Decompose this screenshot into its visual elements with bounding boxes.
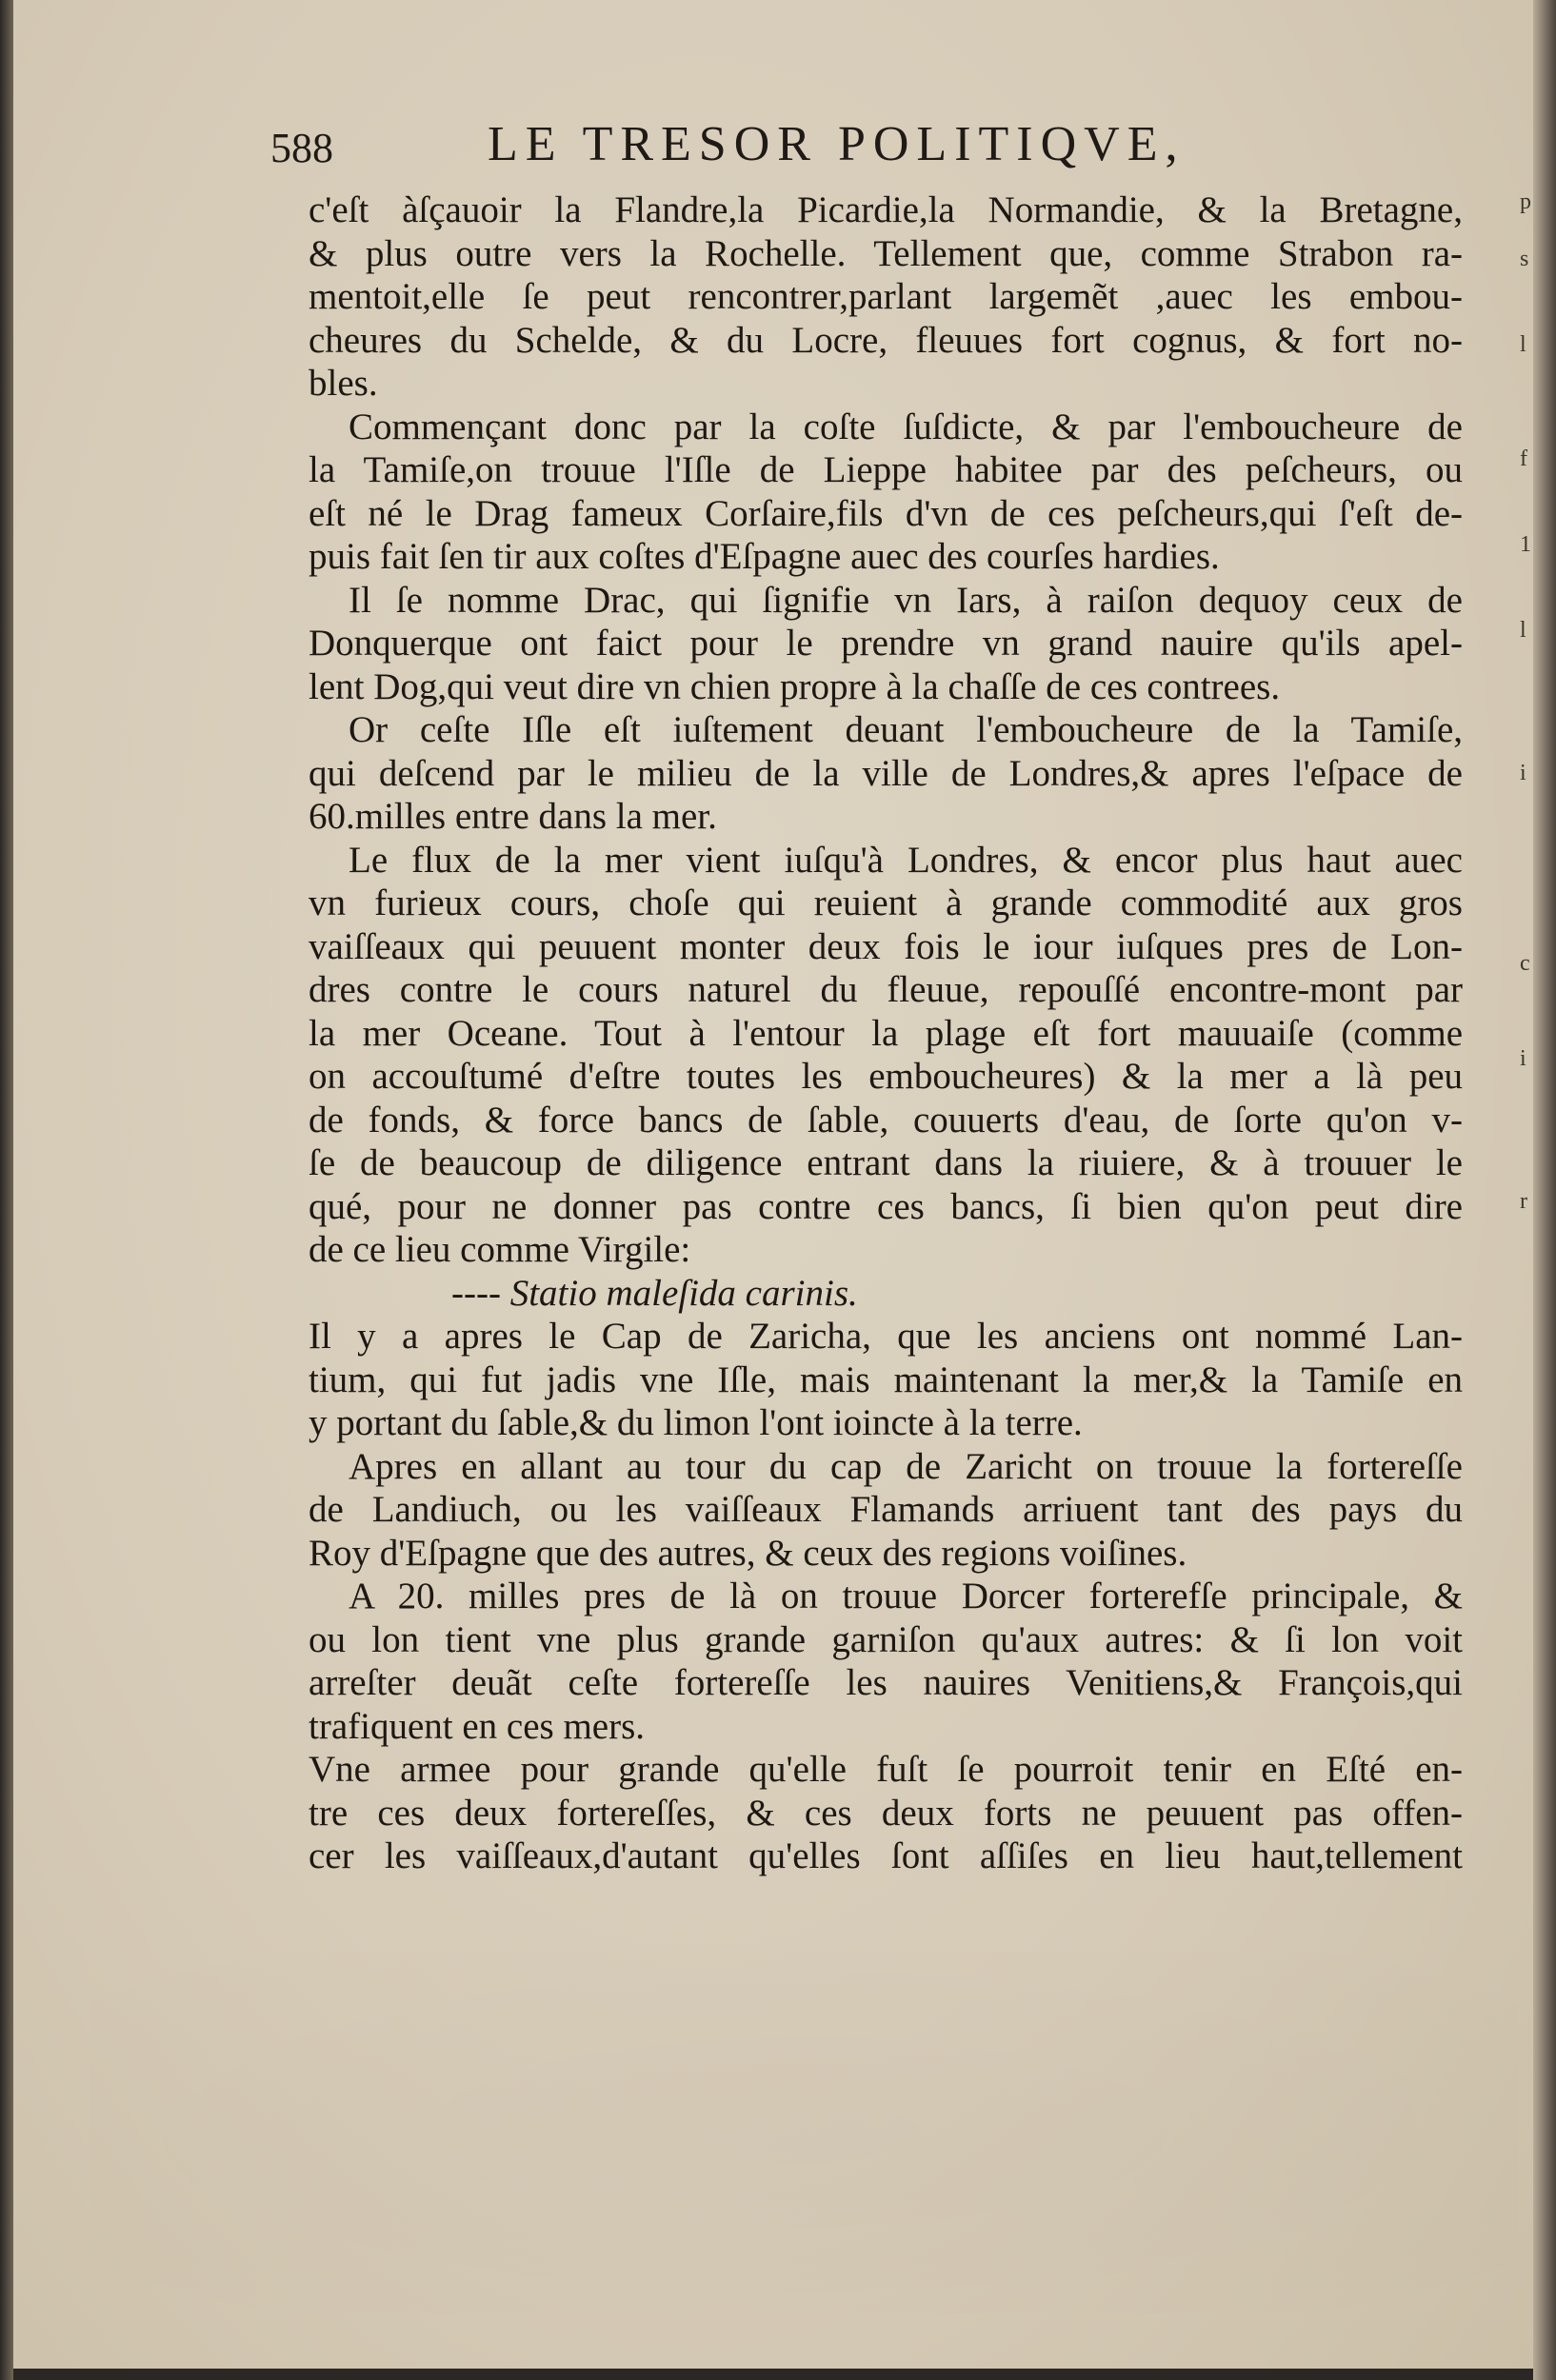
margin-mark: l	[1520, 618, 1526, 643]
text-line: de ce lieu comme Virgile:	[309, 1229, 691, 1270]
margin-mark: i	[1520, 1046, 1526, 1071]
text-line: puis fait ſen tir aux coſtes d'Eſpagne auec des courſes hardies.	[309, 536, 1220, 577]
text-line: ou lon tient vne plus grande garniſon qu'aux autres: & ſi lon voit	[309, 1618, 1463, 1660]
margin-mark: 1	[1520, 532, 1531, 557]
text-line: arreſter deuãt ceſte fortereſſe les nauires Venitiens,& François,qui	[309, 1662, 1463, 1703]
text-line: Vne armee pour grande qu'elle fuſt ſe pourroit tenir en Eſté en-	[309, 1749, 1463, 1790]
text-line: dres contre le cours naturel du fleuue, repouſſé encontre-mont par	[309, 969, 1463, 1010]
margin-mark: c	[1520, 951, 1530, 976]
text-line: lent Dog,qui veut dire vn chien propre à la chaſſe de ces contrees.	[309, 665, 1281, 707]
text-line: qui deſcend par le milieu de la ville de Londres,& apres l'eſpace de	[309, 752, 1463, 794]
text-line: eſt né le Drag fameux Corſaire,fils d'vn de ces peſcheurs,qui ſ'eſt de-	[309, 492, 1463, 534]
text-line: vn furieux cours, choſe qui reuient à grande commodité aux gros	[309, 883, 1463, 923]
text-line: la Tamiſe,on trouue l'Iſle de Lieppe habitee par des peſcheurs, ou	[309, 449, 1463, 490]
text-line: qué, pour ne donner pas contre ces bancs, ſi bien qu'on peut dire	[309, 1185, 1463, 1227]
margin-mark: l	[1520, 332, 1526, 357]
text-line: Il y a apres le Cap de Zaricha, que les anciens ont nommé Lan-	[309, 1316, 1463, 1357]
text-line: de Landiuch, ou les vaiſſeaux Flamands arriuent tant des pays du	[309, 1489, 1463, 1530]
text-line: de fonds, & force bancs de ſable, couuerts d'eau, de ſorte qu'on v-	[309, 1099, 1463, 1140]
text-line: ---- Statio maleſida carinis.	[451, 1272, 858, 1314]
text-line: 60.milles entre dans la mer.	[309, 796, 717, 837]
text-line: Commençant donc par la coſte ſuſdicte, & par l'emboucheure de	[349, 406, 1463, 447]
page-number: 588	[270, 125, 333, 171]
text-line: c'eſt àſçauoir la Flandre,la Picardie,la Normandie, & la Bretagne,	[309, 189, 1463, 230]
text-line: Le flux de la mer vient iuſqu'à Londres, & encor plus haut auec	[349, 839, 1463, 881]
margin-mark: s	[1520, 247, 1529, 271]
margin-mark: f	[1520, 446, 1527, 471]
body-text	[309, 188, 1463, 1878]
text-line: Apres en allant au tour du cap de Zaricht on trouue la fortereſſe	[349, 1445, 1463, 1487]
book-page	[13, 0, 1536, 2369]
text-line: Donquerque ont faict pour le prendre vn grand nauire qu'ils apel-	[309, 623, 1463, 664]
text-line: ſe de beaucoup de diligence entrant dans la riuiere, & à trouuer le	[309, 1142, 1463, 1183]
text-line: bles.	[309, 363, 378, 404]
left-binding-shadow	[0, 0, 13, 2380]
text-line: A 20. milles pres de là on trouue Dorcer forterefſe principale, &	[349, 1576, 1463, 1616]
text-line: cer les vaiſſeaux,d'autant qu'elles ſont aſſiſes en lieu haut,tellement	[309, 1835, 1463, 1876]
text-line: trafiquent en ces mers.	[309, 1705, 646, 1747]
margin-mark: r	[1520, 1189, 1527, 1214]
margin-mark: p	[1520, 189, 1531, 214]
text-line: tre ces deux fortereſſes, & ces deux forts ne peuuent pas offen-	[309, 1792, 1463, 1834]
margin-mark: i	[1520, 761, 1526, 785]
text-line: mentoit,elle ſe peut rencontrer,parlant largemẽt ,auec les embou-	[309, 276, 1463, 317]
right-page-edge	[1533, 0, 1556, 2380]
page-header	[270, 116, 1327, 183]
text-line: Il ſe nomme Drac, qui ſignifie vn Iars, à raiſon dequoy ceux de	[349, 579, 1463, 621]
text-line: vaiſſeaux qui peuuent monter deux fois le iour iuſques pres de Lon-	[309, 925, 1463, 967]
text-line: & plus outre vers la Rochelle. Tellement que, comme Strabon ra-	[309, 232, 1463, 274]
text-line: la mer Oceane. Tout à l'entour la plage eſt fort mauuaiſe (comme	[309, 1012, 1463, 1054]
text-line: cheures du Schelde, & du Locre, fleuues fort cognus, & fort no-	[309, 319, 1463, 361]
text-line: on accouſtumé d'eſtre toutes les emboucheures) & la mer a là peu	[309, 1056, 1463, 1097]
text-line: tium, qui fut jadis vne Iſle, mais maintenant la mer,& la Tamiſe en	[309, 1359, 1463, 1400]
text-line: Or ceſte Iſle eſt iuſtement deuant l'emboucheure de la Tamiſe,	[349, 709, 1463, 750]
running-title: LE TRESOR POLITIQVE,	[488, 117, 1186, 171]
paper-stain	[90, 1952, 1518, 2313]
text-line: Roy d'Eſpagne que des autres, & ceux des regions voiſines.	[309, 1532, 1187, 1574]
text-line: y portant du ſable,& du limon l'ont ioincte à la terre.	[309, 1402, 1083, 1443]
